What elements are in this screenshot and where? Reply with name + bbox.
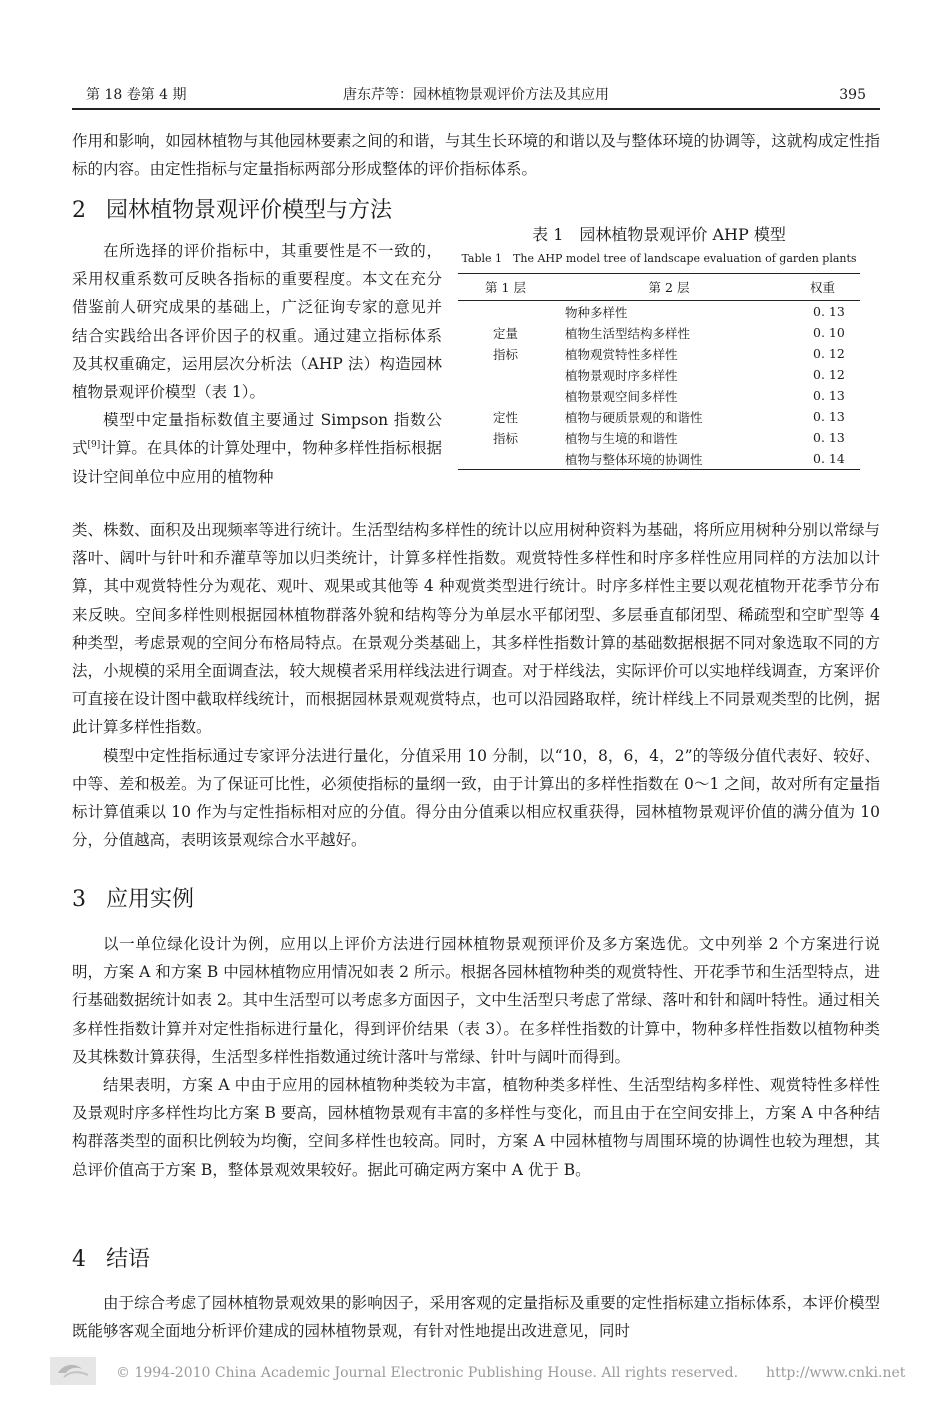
section-2-paragraph-2-continued: 类、株数、面积及出现频率等进行统计。生活型结构多样性的统计以应用树种资料为基础，将所应用树种分别以常绿与落叶、阔叶与针叶和乔灌草等加以归类统计，计算多样性指数。观赏特性多样性和时序多样性应用同样的方法加以计算，其中观赏特性分为观花、观叶、观果或其他等 4 种观赏类型进行统计。时序多样性主要以观花植物开花季节分布来反映。空间多样性则根据园林植物群落外貌和结构等分为单层水平郁闭型、多层垂直郁闭型、稀疏型和空旷型等 4 种类型，考虑景观的空间分布格局特点。在景观分类基础上，其多样性指数计算的基础数据根据不同对象选取不同的方法，小规模的采用全面调查法，较大规模者采用样线法进行调查。对于样线法，实际评价可以实地样线调查，方案评价可直接在设计图中截取样线统计，而根据园林景观观赏特点，也可以沿园路取样，统计样线上不同景观类型的比例，据此计算多样性指数。: [72, 521, 880, 737]
cell-layer-1: [458, 364, 553, 385]
table-row: [458, 343, 860, 364]
ahp-table: [458, 273, 860, 470]
section-4-heading: [72, 1245, 150, 1275]
cell-layer-1: [458, 301, 553, 323]
table-body: [458, 301, 860, 470]
section-2-paragraph-2: [72, 406, 442, 491]
cell-weight: 0. 13: [813, 430, 845, 445]
section-number: 3: [72, 887, 86, 912]
cell-layer-1: [458, 385, 553, 406]
cell-layer-1: 指标: [492, 346, 518, 362]
cell-layer-2: 植物与硬质景观的和谐性: [565, 409, 703, 425]
footer: [50, 1355, 906, 1389]
intro-block: [72, 127, 880, 183]
cell-weight: 0. 10: [813, 325, 845, 340]
cell-weight: 0. 13: [813, 388, 845, 403]
paragraph-text: 模型中定量指标数值主要通过 Simpson 指数公式: [72, 411, 442, 458]
running-title: 唐东芹等：园林植物景观评价方法及其应用: [343, 87, 609, 103]
cnki-logo-icon: [50, 1357, 96, 1385]
section-2-continued: [72, 516, 880, 854]
section-title: 应用实例: [106, 887, 195, 912]
section-4-paragraph-1: 由于综合考虑了园林植物景观效果的影响因子，采用客观的定量指标及重要的定性指标建立指标体系，本评价模型既能够客观全面地分析评价建成的园林植物景观，有针对性地提出改进意见，同时: [72, 1294, 880, 1341]
section-2-heading: [72, 196, 392, 226]
citation-ref: [9]: [87, 440, 101, 451]
section-3-body: [72, 930, 880, 1184]
cell-layer-1: 定量: [492, 325, 518, 341]
header-rule: [72, 108, 880, 110]
intro-paragraph: 作用和影响，如园林植物与其他园林要素之间的和谐，与其生长环境的和谐以及与整体环境的协调等，这就构成定性指标的内容。由定性指标与定量指标两部分形成整体的评价指标体系。: [72, 132, 880, 179]
cell-weight: 0. 14: [785, 448, 860, 470]
section-4-body: [72, 1289, 880, 1345]
cell-layer-2: 植物生活型结构多样性: [565, 325, 691, 341]
header-layer-1: 第 1 层: [485, 280, 526, 295]
copyright-notice: © 1994-2010 China Academic Journal Electronic Publishing House. All rights reserved. http://www.cnki.net: [116, 1365, 906, 1381]
table-row: [458, 364, 860, 385]
section-3-heading: [72, 885, 194, 915]
section-number: 4: [72, 1247, 86, 1272]
table-row: [458, 301, 860, 323]
running-header: [72, 84, 880, 106]
section-number: 2: [72, 198, 86, 223]
section-title: 结语: [106, 1247, 151, 1272]
table-row: [458, 406, 860, 427]
cell-layer-2: 植物景观空间多样性: [565, 388, 678, 404]
table-caption-en: Table 1 The AHP model tree of landscape evaluation of garden plants: [461, 252, 857, 265]
cell-weight: 0. 12: [813, 346, 845, 361]
cell-layer-2: 植物与生境的和谐性: [565, 430, 678, 446]
paragraph-text: 计算。在具体的计算处理中，物种多样性指标根据设计空间单位中应用的植物种: [72, 439, 442, 486]
cell-layer-2: 植物景观时序多样性: [565, 367, 678, 383]
header-weight: 权重: [809, 280, 835, 295]
page-number: 395: [839, 87, 866, 103]
section-2-paragraph-1: 在所选择的评价指标中，其重要性是不一致的，采用权重系数可反映各指标的重要程度。本文在充分借鉴前人研究成果的基础上，广泛征询专家的意见并结合实践给出各评价因子的权重。通过建立指标体系及其权重确定，运用层次分析法（AHP 法）构造园林植物景观评价模型（表 1）。: [72, 242, 442, 402]
table-caption-zh: 表 1 园林植物景观评价 AHP 模型: [532, 225, 786, 244]
table-row: [458, 385, 860, 406]
header-layer-2: 第 2 层: [648, 280, 690, 295]
section-2-paragraph-3: 模型中定性指标通过专家评分法进行量化，分值采用 10 分制，以“10，8，6，4，2”的等级分值代表好、较好、中等、差和极差。为了保证可比性，必须使指标的量纲一致，由于计算出的多样性指数在 0～1 之间，故对所有定量指标计算值乘以 10 作为与定性指标相对应的分值。得分由分值乘以相应权重获得，园林植物景观评价值的满分值为 10 分，分值越高，表明该景观综合水平越好。: [72, 746, 880, 850]
section-3-paragraph-1: 以一单位绿化设计为例，应用以上评价方法进行园林植物景观预评价及多方案选优。文中列举 2 个方案进行说明，方案 A 和方案 B 中园林植物应用情况如表 2 所示。根据各园林植物种类的观赏特性、开花季节和生活型特点，进行基础数据统计如表 2。其中生活型可以考虑多方面因子，文中生活型只考虑了常绿、落叶和针和阔叶特性。通过相关多样性指数计算并对定性指标进行量化，得到评价结果（表 3）。在多样性指数的计算中，物种多样性指数以植物种类及其株数计算获得，生活型多样性指数通过统计落叶与常绿、针叶与阔叶而得到。: [72, 935, 880, 1066]
cell-weight: 0. 12: [813, 367, 845, 382]
table-row: [458, 322, 860, 343]
cell-layer-2: 植物与整体环境的协调性: [553, 448, 785, 470]
cell-layer-2: 物种多样性: [565, 304, 628, 320]
cell-layer-1: [458, 448, 553, 470]
section-2-left-column: [72, 237, 442, 491]
cell-weight: 0. 13: [813, 304, 845, 319]
cell-weight: 0. 13: [813, 409, 845, 424]
table-row: [458, 427, 860, 448]
cell-layer-1: 定性: [492, 409, 518, 425]
table-1: [458, 222, 860, 470]
volume-issue: 第 18 卷第 4 期: [86, 87, 187, 103]
cell-layer-1: 指标: [492, 430, 518, 446]
section-title: 园林植物景观评价模型与方法: [106, 198, 393, 223]
table-row: [458, 448, 860, 470]
section-3-paragraph-2: 结果表明，方案 A 中由于应用的园林植物种类较为丰富，植物种类多样性、生活型结构多样性、观赏特性多样性及景观时序多样性均比方案 B 要高，园林植物景观有丰富的多样性与变化，而且由于在空间安排上，方案 A 中各种结构群落类型的面积比例较为均衡，空间多样性也较高。同时，方案 A 中园林植物与周围环境的协调性也较为理想，其总评价值高于方案 B，整体景观效果较好。据此可确定两方案中 A 优于 B。: [72, 1076, 880, 1179]
cell-layer-2: 植物观赏特性多样性: [565, 346, 678, 362]
table-header-row: [458, 274, 860, 301]
